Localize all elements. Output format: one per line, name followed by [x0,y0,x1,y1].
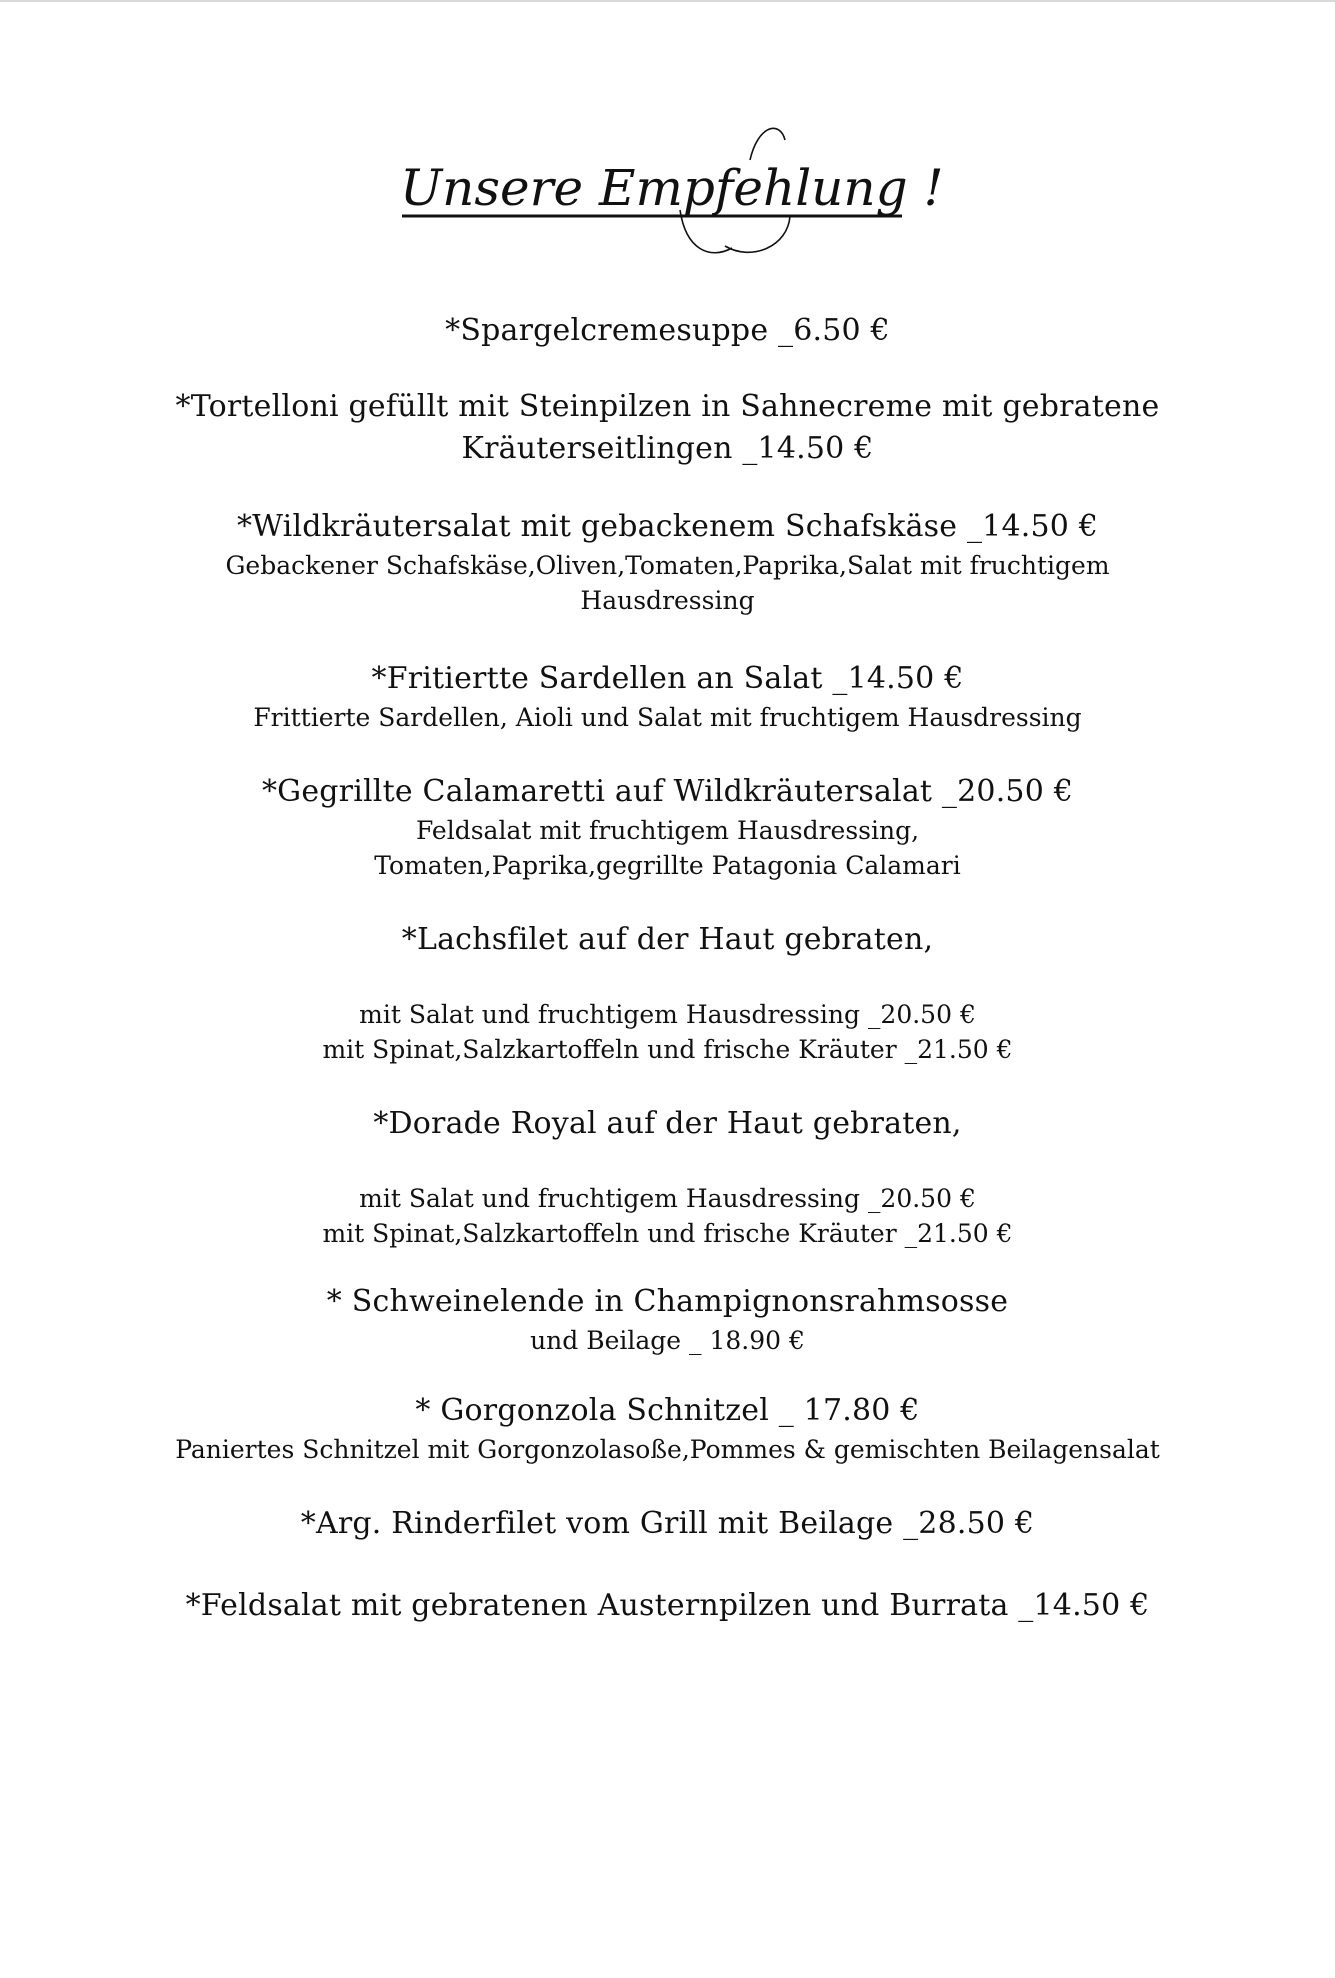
menu-title-text: Unsere Empfehlung ! [400,159,944,217]
menu-item [60,506,1275,618]
dish-description: mit Salat und fruchtigem Hausdressing _20.50 € [359,1184,976,1213]
menu-item [60,771,1275,883]
menu-item [60,919,1275,1067]
dish-description: Feldsalat mit fruchtigem Hausdressing, [415,816,920,845]
dish-name: * Schweinelende in Champignonsrahmsosse [326,1284,1009,1319]
menu-item [60,386,1275,470]
title-flourish-top [750,128,785,160]
dish-name: *Gegrillte Calamaretti auf Wildkräutersalat _20.50 € [261,774,1074,809]
menu-item [60,1390,1275,1467]
dish-name: *Wildkräutersalat mit gebackenem Schafskäse _14.50 € [236,509,1099,544]
menu-item [60,310,1275,352]
dish-name: *Feldsalat mit gebratenen Austernpilzen und Burrata _14.50 € [185,1588,1150,1623]
title-flourish-hook [725,216,790,252]
dish-name: *Tortelloni gefüllt mit Steinpilzen in Sahnecreme mit gebratene Kräuterseitlingen _14.50 € [175,389,1160,466]
dish-description: Hausdressing [580,586,755,615]
dish-name: *Lachsfilet auf der Haut gebraten, [401,922,934,957]
dish-description: mit Spinat,Salzkartoffeln und frische Kräuter _21.50 € [322,1035,1013,1064]
page-top-border [0,0,1335,2]
dish-description: Tomaten,Paprika,gegrillte Patagonia Calamari [374,851,961,880]
menu-item [60,1585,1275,1627]
menu-title [380,120,944,280]
dish-name: *Spargelcremesuppe _6.50 € [445,313,890,348]
dish-description: Paniertes Schnitzel mit Gorgonzolasoße,Pommes & gemischten Beilagensalat [175,1435,1160,1464]
dish-description: und Beilage _ 18.90 € [530,1326,805,1355]
dish-description: Frittierte Sardellen, Aioli und Salat mit fruchtigem Hausdressing [253,703,1082,732]
menu-item [60,1503,1275,1545]
menu-item [60,658,1275,735]
dish-name: * Gorgonzola Schnitzel _ 17.80 € [415,1393,920,1428]
dish-description: mit Salat und fruchtigem Hausdressing _20.50 € [359,1000,976,1029]
menu-item [60,1103,1275,1251]
menu-list [60,310,1275,1627]
dish-name: *Dorade Royal auf der Haut gebraten, [373,1106,962,1141]
dish-name: *Arg. Rinderfilet vom Grill mit Beilage _28.50 € [300,1506,1035,1541]
dish-name: *Fritiertte Sardellen an Salat _14.50 € [371,661,964,696]
dish-description: Gebackener Schafskäse,Oliven,Tomaten,Paprika,Salat mit fruchtigem [225,551,1110,580]
menu-item [60,1281,1275,1358]
dish-description: mit Spinat,Salzkartoffeln und frische Kräuter _21.50 € [322,1219,1013,1248]
menu-title-block [0,120,1335,280]
